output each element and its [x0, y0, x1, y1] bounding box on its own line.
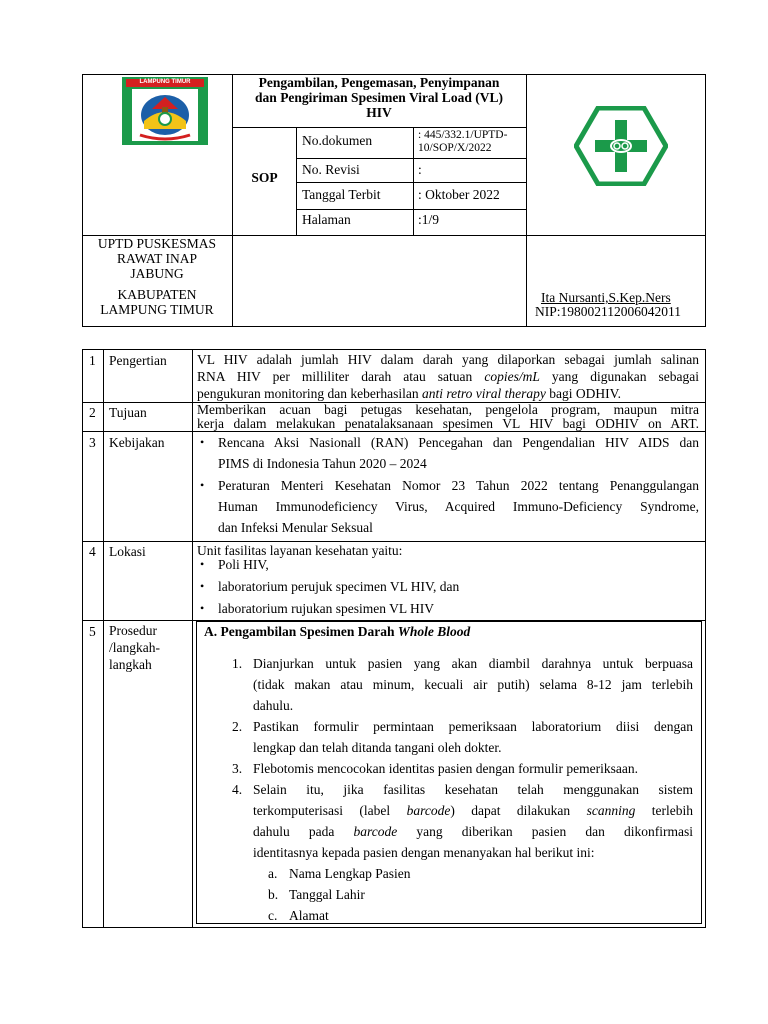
- text-line: kerja dalam melakukan penatalaksanaan spesimen VL HIV bagi ODHIV on ART.: [197, 416, 699, 431]
- section-text-tujuan: [197, 403, 699, 431]
- field-value-no-revisi: :: [418, 162, 422, 177]
- field-value-no-dokumen: [418, 129, 507, 155]
- document-title-line: dan Pengiriman Spesimen Viral Load (VL): [255, 90, 503, 105]
- location-item: Poli HIV,: [218, 557, 269, 572]
- header-divider: [232, 127, 526, 128]
- signatory-nip: NIP:198002112006042011: [535, 304, 682, 319]
- text-line: VL HIV adalah jumlah HIV dalam darah yang dilaporkan sebagai jumlah salinan: [197, 352, 699, 367]
- text-line: Flebotomis mencocokan identitas pasien dengan formulir pemeriksaan.: [253, 761, 639, 776]
- document-title: [233, 75, 525, 120]
- location-item: laboratorium rujukan spesimen VL HIV: [218, 601, 434, 616]
- step-number: 3.: [232, 761, 243, 776]
- procedure-step: [253, 653, 693, 716]
- step-number: 1.: [232, 656, 243, 671]
- document-title-line: HIV: [366, 105, 392, 120]
- text-line: identitasnya kepada pasien dengan menanyakan hal berikut ini:: [253, 845, 595, 860]
- section-number: 1: [89, 353, 96, 368]
- organization-line: JABUNG: [130, 266, 184, 281]
- section-text-pengertian: [197, 351, 699, 402]
- section-label-kebijakan: Kebijakan: [109, 435, 165, 450]
- procedure-subheading: [204, 624, 470, 640]
- organization-name: [83, 236, 231, 281]
- text-line: Dianjurkan untuk pasien yang akan diambil darahnya untuk berpuasa: [253, 656, 693, 671]
- header-divider: [413, 127, 414, 235]
- subitem-text: Tanggal Lahir: [289, 887, 365, 902]
- header-divider: [296, 158, 526, 159]
- district-line: KABUPATEN: [117, 287, 197, 302]
- text-line: Rencana Aksi Nasionall (RAN) Pencegahan dan Pengendalian HIV AIDS dan: [218, 435, 699, 450]
- location-intro: Unit fasilitas layanan kesehatan yaitu:: [197, 543, 403, 558]
- procedure-step: [253, 779, 693, 863]
- bullet-icon: •: [200, 435, 205, 449]
- text-line: PIMS di Indonesia Tahun 2020 – 2024: [218, 456, 427, 471]
- text-line: lengkap dan telah ditanda tangani oleh dokter.: [253, 740, 502, 755]
- section-label-tujuan: Tujuan: [109, 405, 147, 420]
- organization-line: UPTD PUSKESMAS: [97, 236, 217, 251]
- text-line: terkomputerisasi (label barcode) dapat dilakukan scanning terlebih: [253, 803, 694, 818]
- text-line: Pastikan formulir permintaan pemeriksaan laboratorium diisi dengan: [253, 719, 693, 734]
- header-divider: [526, 74, 527, 327]
- table-column-divider: [192, 349, 193, 928]
- bullet-icon: •: [200, 557, 205, 571]
- text-line: dahulu pada barcode yang diberikan pasien dan dikonfirmasi: [253, 824, 693, 839]
- text-line: Selain itu, jika fasilitas kesehatan telah menggunakan sistem: [253, 782, 693, 797]
- table-column-divider: [103, 349, 104, 928]
- document-title-line: Pengambilan, Pengemasan, Penyimpanan: [258, 75, 500, 90]
- section-label-prosedur: [109, 622, 160, 673]
- header-divider: [296, 209, 526, 210]
- subitem-text: Nama Lengkap Pasien: [289, 866, 411, 881]
- text-line: Prosedur: [109, 623, 157, 638]
- section-number: 4: [89, 544, 96, 559]
- section-number: 5: [89, 624, 96, 639]
- policy-item: [218, 432, 699, 474]
- step-number: 2.: [232, 719, 243, 734]
- subitem-text: Alamat: [289, 908, 329, 923]
- text-line: dan Infeksi Menular Seksual: [218, 520, 373, 535]
- section-label-lokasi: Lokasi: [109, 544, 146, 559]
- bullet-icon: •: [200, 579, 205, 593]
- field-value-halaman: :1/9: [418, 212, 440, 227]
- puskesmas-logo: [574, 106, 668, 186]
- text-line: dahulu.: [253, 698, 294, 713]
- subheading-text: A. Pengambilan Spesimen Darah: [204, 624, 398, 639]
- text-line: (tidak makan atau minum, kecuali air putih) selama 8-12 jam terlebih: [253, 677, 693, 692]
- section-number: 2: [89, 405, 96, 420]
- subitem-letter: b.: [268, 887, 279, 902]
- subheading-italic: Whole Blood: [397, 624, 471, 639]
- text-line: pengukuran monitoring dan keberhasilan anti retro viral therapy bagi ODHIV.: [197, 386, 621, 401]
- header-divider: [296, 127, 297, 235]
- text-line: langkah: [109, 657, 152, 672]
- procedure-step: [253, 758, 693, 779]
- district-name: [83, 287, 231, 317]
- text-line: /langkah-: [109, 640, 160, 655]
- table-row-divider: [82, 541, 706, 542]
- bullet-icon: •: [200, 601, 205, 615]
- signatory-name: Ita Nursanti,S.Kep.Ners: [541, 290, 671, 305]
- policy-item: [218, 475, 699, 538]
- lampung-timur-emblem: [122, 77, 208, 145]
- step-number: 4.: [232, 782, 243, 797]
- section-label-pengertian: Pengertian: [109, 353, 167, 368]
- subitem-letter: a.: [268, 866, 278, 881]
- field-label-no-revisi: No. Revisi: [302, 162, 360, 177]
- sop-label: SOP: [251, 170, 278, 185]
- field-label-halaman: Halaman: [302, 212, 351, 227]
- text-line: Memberikan acuan bagi petugas kesehatan, pengelola program, maupun mitra: [197, 402, 699, 417]
- header-divider: [296, 182, 526, 183]
- location-item: laboratorium perujuk specimen VL HIV, dan: [218, 579, 460, 594]
- text-line: Human Immunodeficiency Virus, Acquired Immuno-Deficiency Syndrome,: [218, 499, 699, 514]
- field-label-tanggal-terbit: Tanggal Terbit: [302, 187, 381, 202]
- bullet-icon: •: [200, 478, 205, 492]
- emblem-banner-text: LAMPUNG TIMUR: [139, 79, 191, 85]
- district-line: LAMPUNG TIMUR: [100, 302, 214, 317]
- procedure-step: [253, 716, 693, 758]
- field-value-line: : 445/332.1/UPTD-: [418, 129, 508, 141]
- text-line: RNA HIV per milliliter darah atau satuan copies/mL yang digunakan sebagai: [197, 369, 699, 384]
- section-number: 3: [89, 435, 96, 450]
- field-label-no-dokumen: No.dokumen: [302, 133, 373, 148]
- subitem-letter: c.: [268, 908, 278, 923]
- field-value-line: 10/SOP/X/2022: [418, 142, 492, 154]
- field-value-tanggal-terbit: : Oktober 2022: [418, 187, 500, 202]
- organization-line: RAWAT INAP: [116, 251, 198, 266]
- text-line: Peraturan Menteri Kesehatan Nomor 23 Tahun 2022 tentang Penanggulangan: [218, 478, 699, 493]
